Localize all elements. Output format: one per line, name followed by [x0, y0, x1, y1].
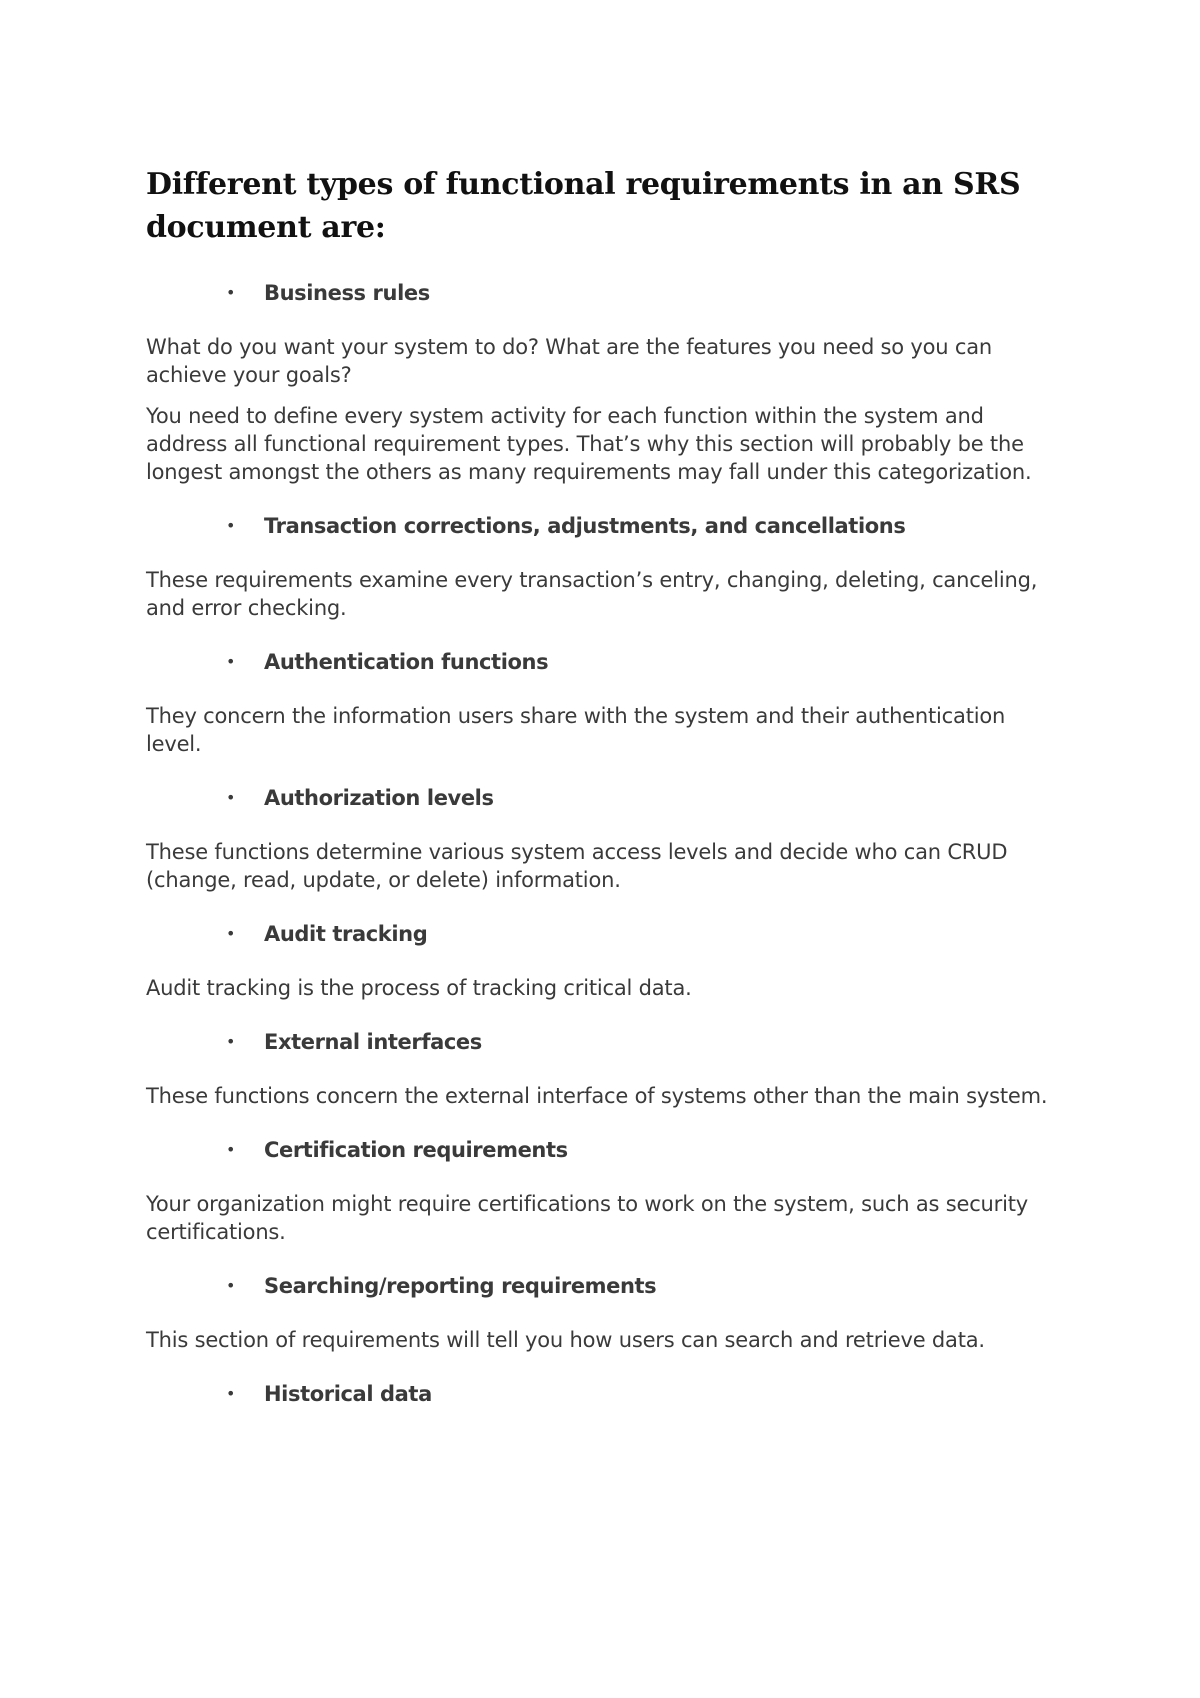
section-authorization-levels: [146, 784, 1066, 894]
section-paragraph: What do you want your system to do? What are the features you need so you can achieve your goals?: [146, 335, 993, 387]
section-certification-requirements: [146, 1136, 1066, 1246]
bullet-icon: •: [226, 1276, 236, 1295]
section-heading: Certification requirements: [264, 1138, 568, 1162]
section-heading: Historical data: [264, 1382, 432, 1406]
page-title: Different types of functional requirements in an SRS document are:: [146, 167, 1021, 245]
section-heading: Authorization levels: [264, 786, 494, 810]
list-item: [146, 784, 1066, 812]
section-paragraph: These functions determine various system access levels and decide who can CRUD (change, read, update, or delete) information.: [146, 840, 1008, 892]
section-audit-tracking: [146, 920, 1066, 1002]
list-item: [146, 1028, 1066, 1056]
bullet-icon: •: [226, 788, 236, 807]
section-paragraph: Audit tracking is the process of tracking critical data.: [146, 976, 692, 1000]
section-heading: Audit tracking: [264, 922, 428, 946]
section-transaction-corrections: [146, 512, 1066, 622]
list-item: [146, 1136, 1066, 1164]
section-authentication-functions: [146, 648, 1066, 758]
section-heading: Business rules: [264, 281, 430, 305]
bullet-icon: •: [226, 516, 236, 535]
list-item: [146, 920, 1066, 948]
section-heading: Authentication functions: [264, 650, 549, 674]
document-content: [146, 163, 1066, 1434]
bullet-icon: •: [226, 1140, 236, 1159]
list-item: [146, 1272, 1066, 1300]
section-heading: Transaction corrections, adjustments, and cancellations: [264, 514, 906, 538]
bullet-icon: •: [226, 924, 236, 943]
section-external-interfaces: [146, 1028, 1066, 1110]
list-item: [146, 1380, 1066, 1408]
bullet-icon: •: [226, 652, 236, 671]
section-paragraph: Your organization might require certifications to work on the system, such as security certifications.: [146, 1192, 1028, 1244]
bullet-icon: •: [226, 1032, 236, 1051]
section-paragraph: These functions concern the external interface of systems other than the main system.: [146, 1084, 1048, 1108]
section-searching-reporting: [146, 1272, 1066, 1354]
section-heading: External interfaces: [264, 1030, 482, 1054]
list-item: [146, 648, 1066, 676]
section-historical-data: [146, 1380, 1066, 1408]
list-item: [146, 512, 1066, 540]
section-paragraph: You need to define every system activity for each function within the system and address all functional requirement types. That’s why this section will probably be the longest amongst the others as many requirements may fall under this categorization.: [146, 404, 1032, 484]
section-heading: Searching/reporting requirements: [264, 1274, 657, 1298]
bullet-icon: •: [226, 1384, 236, 1403]
section-paragraph: These requirements examine every transaction’s entry, changing, deleting, canceling, and error checking.: [146, 568, 1038, 620]
section-business-rules: [146, 279, 1066, 486]
section-paragraph: They concern the information users share with the system and their authentication level.: [146, 704, 1006, 756]
bullet-icon: •: [226, 283, 236, 302]
section-paragraph: This section of requirements will tell you how users can search and retrieve data.: [146, 1328, 985, 1352]
list-item: [146, 279, 1066, 307]
